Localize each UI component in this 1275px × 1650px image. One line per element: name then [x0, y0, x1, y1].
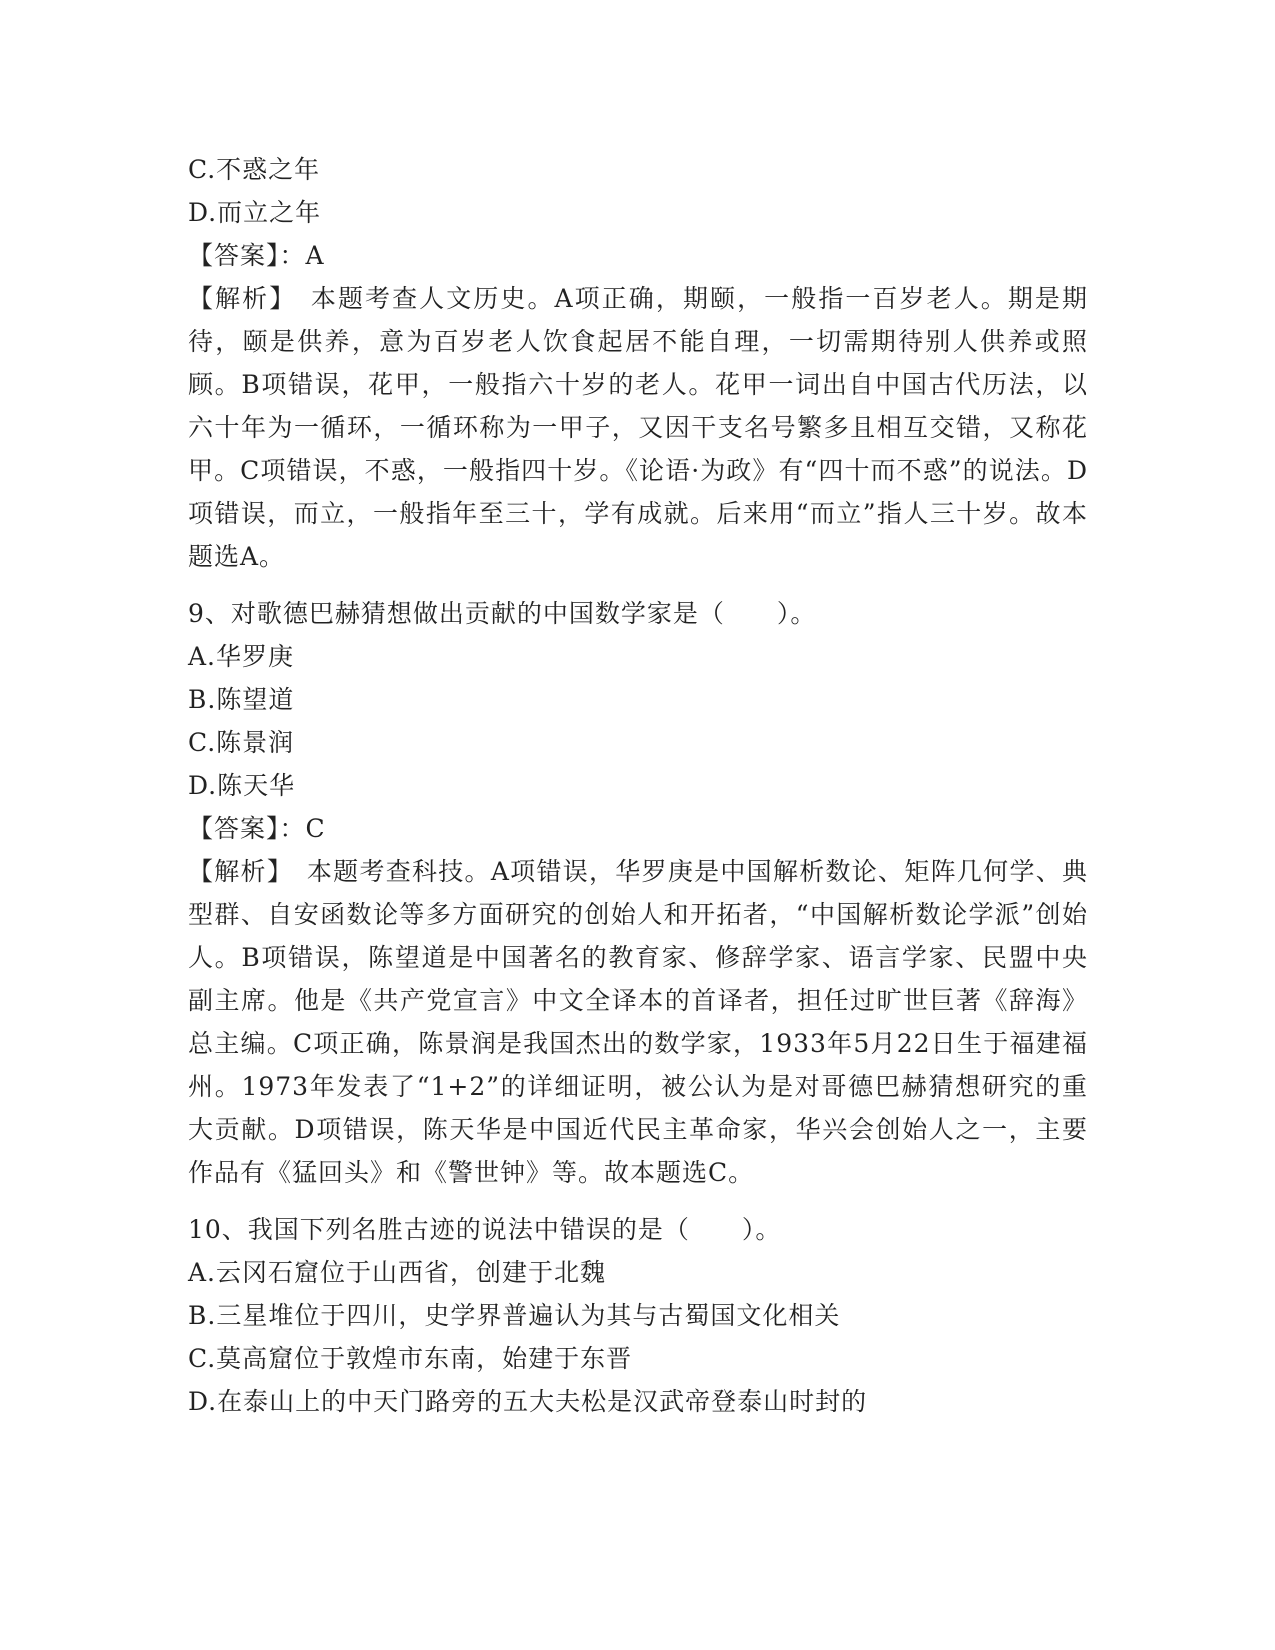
q10-question: 10、我国下列名胜古迹的说法中错误的是（ ）。 — [188, 1215, 782, 1244]
q9-option-c: C.陈景润 — [188, 728, 295, 757]
q9-answer: 【答案】：C — [188, 814, 326, 843]
q9-question: 9、对歌德巴赫猜想做出贡献的中国数学家是（ ）。 — [188, 599, 817, 628]
q8-option-d: D.而立之年 — [188, 198, 322, 227]
q10-option-b: B.三星堆位于四川，史学界普遍认为其与古蜀国文化相关 — [188, 1301, 841, 1330]
q10-option-c: C.莫高窟位于敦煌市东南，始建于东晋 — [188, 1344, 633, 1373]
q9-option-d: D.陈天华 — [188, 771, 296, 800]
q9-analysis: 【解析】 本题考查科技。A项错误，华罗庚是中国解析数论、矩阵几何学、典型群、自安函数论等多方面研究的创始人和开拓者，“中国解析数论学派”创始人。B项错误，陈望道是中国著名的教育家、修辞学家、语言学家、民盟中央副主席。他是《共产党宣言》中文全译本的首译者，担任过旷世巨著《辞海》总主编。C项正确，陈景润是我国杰出的数学家，1933年5月22日生于福建福州。1973年发表了“1+2”的详细证明，被公认为是对哥德巴赫猜想研究的重大贡献。D项错误，陈天华是中国近代民主革命家，华兴会创始人之一，主要作品有《猛回头》和《警世钟》等。故本题选C。 — [188, 857, 1088, 1187]
q8-option-c: C.不惑之年 — [188, 155, 321, 184]
q8-analysis: 【解析】 本题考查人文历史。A项正确，期颐，一般指一百岁老人。期是期待，颐是供养，意为百岁老人饮食起居不能自理，一切需期待别人供养或照顾。B项错误，花甲，一般指六十岁的老人。花甲一词出自中国古代历法，以六十年为一循环，一循环称为一甲子，又因干支名号繁多且相互交错，又称花甲。C项错误，不惑，一般指四十岁。《论语·为政》有“四十而不惑”的说法。D项错误，而立，一般指年至三十，学有成就。后来用“而立”指人三十岁。故本题选A。 — [188, 284, 1088, 571]
q10-option-a: A.云冈石窟位于山西省，创建于北魏 — [188, 1258, 607, 1287]
document-page — [188, 148, 1088, 1423]
q8-answer: 【答案】：A — [188, 241, 325, 270]
q10-option-d: D.在泰山上的中天门路旁的五大夫松是汉武帝登泰山时封的 — [188, 1387, 868, 1416]
q9-option-a: A.华罗庚 — [188, 642, 295, 671]
q9-option-b: B.陈望道 — [188, 685, 295, 714]
